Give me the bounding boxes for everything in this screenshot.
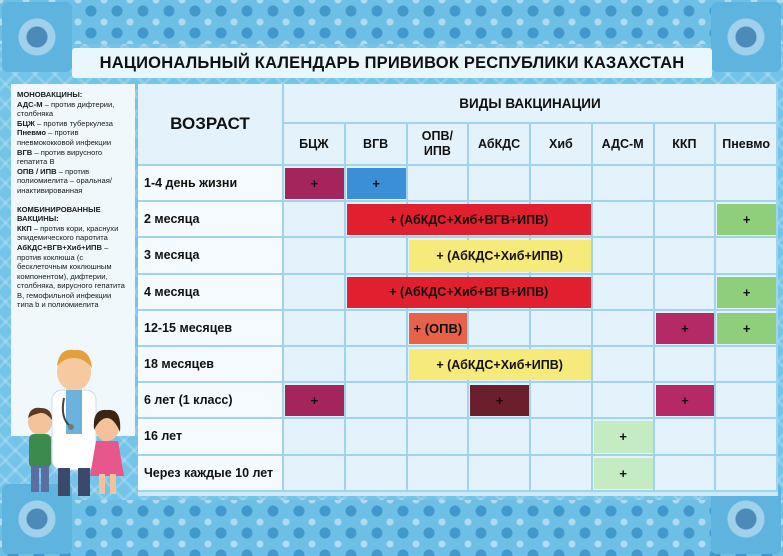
vaccine-mark (717, 277, 776, 308)
table-cell (469, 311, 531, 347)
vaccine-mark-text: + (681, 320, 689, 336)
combined-vaccine-bar (347, 277, 591, 308)
vaccine-mark (656, 313, 715, 344)
legend-combo-abbr: АбКДС+ВГВ+Хиб+ИПВ (17, 242, 103, 252)
vaccine-mark-text: + (742, 320, 751, 336)
table-cell (593, 238, 655, 274)
vaccine-mark (470, 385, 529, 416)
bottom-ornament (0, 500, 783, 556)
column-header: ВГВ (346, 124, 408, 166)
legend-mono-abbr: АДС-М (17, 99, 43, 109)
vaccine-mark-text: + (АбКДС+Хиб+ИПВ) (436, 357, 563, 372)
column-header: Хиб (531, 124, 593, 166)
table-cell (284, 275, 346, 311)
legend-combo-item (17, 243, 129, 310)
legend-mono-item (17, 119, 129, 129)
legend-mono-desc: – против туберкулеза (34, 118, 113, 128)
legend-mono-abbr: Пневмо (17, 128, 46, 138)
legend-combo-item (17, 224, 129, 243)
legend-combo-list (17, 224, 129, 310)
legend-mono-item (17, 148, 129, 167)
table-cell (408, 383, 470, 419)
combined-vaccine-bar (347, 204, 591, 235)
age-row-label: 2 месяца (138, 202, 284, 238)
legend-mono-header: МОНОВАКЦИНЫ: (17, 90, 83, 99)
table-cell (655, 238, 717, 274)
column-header: АбКДС (469, 124, 531, 166)
vaccine-mark (285, 385, 344, 416)
column-header: АДС-М (593, 124, 655, 166)
column-header: Пневмо (716, 124, 778, 166)
legend-mono-abbr: ВГВ (17, 147, 33, 157)
page-title (72, 48, 712, 78)
vaccine-mark-text: + (495, 393, 504, 409)
table-cell (284, 456, 346, 492)
table-cell (284, 311, 346, 347)
vaccine-mark-text: + (742, 212, 751, 228)
vaccination-types-header: ВИДЫ ВАКЦИНАЦИИ (284, 84, 778, 124)
table-cell (655, 347, 717, 383)
legend-mono-item (17, 167, 129, 196)
age-row-label: 6 лет (1 класс) (138, 383, 284, 419)
vaccine-mark-text: + (742, 284, 751, 300)
table-cell (655, 166, 717, 202)
age-row-label: Через каждые 10 лет (138, 456, 284, 492)
table-cell (655, 419, 717, 455)
legend-mono-desc: – против дифтерии, столбняка (17, 99, 115, 119)
legend-combo-desc: – против коклюша (с бесклеточным коклюшным компонентом), дифтерии, столбняка, вирусного гепатита В, гемофильной инфекции типа b и полиомиелита (17, 242, 125, 310)
table-cell (531, 383, 593, 419)
age-row-label: 1-4 день жизни (138, 166, 284, 202)
table-cell (531, 311, 593, 347)
column-header: ККП (655, 124, 717, 166)
vaccine-mark-text: + (619, 429, 627, 445)
legend-mono-desc: – против вирусного гепатита В (17, 147, 103, 167)
legend-mono-item (17, 100, 129, 119)
legend-combo-abbr: ККП (17, 223, 32, 233)
column-header: БЦЖ (284, 124, 346, 166)
vaccine-mark-text: + (372, 176, 380, 192)
vaccine-mark-text: + (ОПВ) (413, 320, 463, 336)
vaccine-mark-text: + (619, 465, 627, 481)
combined-vaccine-bar (409, 240, 591, 271)
vaccine-mark (285, 168, 344, 199)
table-cell (284, 419, 346, 455)
vaccine-mark-text: + (АбКДС+Хиб+ВГВ+ИПВ) (389, 285, 549, 300)
age-row-label: 12-15 месяцев (138, 311, 284, 347)
vaccine-mark (656, 385, 715, 416)
table-cell (716, 238, 778, 274)
table-cell (593, 166, 655, 202)
children-illustration (14, 338, 132, 500)
table-cell (469, 166, 531, 202)
table-cell (716, 383, 778, 419)
legend-mono-item (17, 128, 129, 147)
table-cell (531, 166, 593, 202)
vaccine-mark-text: + (АбКДС+Хиб+ВГВ+ИПВ) (389, 212, 549, 227)
age-row-label: 16 лет (138, 419, 284, 455)
vaccine-mark (594, 458, 653, 489)
table-cell (716, 347, 778, 383)
legend-mono-list (17, 100, 129, 196)
table-cell (655, 275, 717, 311)
table-cell (284, 238, 346, 274)
table-cell (408, 166, 470, 202)
legend-mono-abbr: БЦЖ (17, 118, 35, 128)
table-cell (716, 419, 778, 455)
table-cell (593, 275, 655, 311)
legend-mono-desc: – против пневмококковой инфекции (17, 128, 112, 147)
table-cell (716, 456, 778, 492)
table-cell (346, 238, 408, 274)
table-cell (408, 419, 470, 455)
age-row-label: 4 месяца (138, 275, 284, 311)
vaccine-mark (717, 313, 776, 344)
table-cell (593, 383, 655, 419)
corner-ornament (711, 2, 781, 72)
table-cell (593, 202, 655, 238)
table-cell (531, 456, 593, 492)
table-cell (716, 166, 778, 202)
vaccine-mark-text: + (АбКДС+Хиб+ИПВ) (436, 248, 563, 263)
table-cell (531, 419, 593, 455)
table-cell (655, 202, 717, 238)
table-cell (469, 456, 531, 492)
legend-mono-abbr: ОПВ / ИПВ (17, 166, 57, 176)
age-row-label: 3 месяца (138, 238, 284, 274)
vaccine-mark-text: + (310, 176, 319, 192)
top-ornament (0, 0, 783, 44)
vaccination-table (138, 84, 778, 496)
vaccine-mark-text: + (681, 393, 689, 409)
age-row-label: 18 месяцев (138, 347, 284, 383)
corner-ornament (2, 2, 72, 72)
combined-vaccine-bar (409, 349, 591, 380)
vaccine-mark (347, 168, 406, 199)
table-cell (346, 383, 408, 419)
table-cell (284, 202, 346, 238)
age-header: ВОЗРАСТ (138, 84, 284, 166)
legend-mono-desc: – против полиомиелита – оральная/ инактивированная (17, 166, 112, 195)
table-cell (346, 347, 408, 383)
vaccine-mark (594, 421, 653, 452)
legend-combo-desc: – против кори, краснухи эпидемического паротита (17, 223, 119, 243)
page-title-text: НАЦИОНАЛЬНЫЙ КАЛЕНДАРЬ ПРИВИВОК РЕСПУБЛИКИ КАЗАХСТАН (99, 53, 685, 72)
table-cell (469, 419, 531, 455)
table-cell (593, 311, 655, 347)
table-cell (655, 456, 717, 492)
table-cell (408, 456, 470, 492)
table-cell (346, 311, 408, 347)
table-cell (284, 347, 346, 383)
legend-combo-header: КОМБИНИРОВАННЫЕ ВАКЦИНЫ: (17, 204, 101, 224)
vaccine-mark (717, 204, 776, 235)
vaccine-mark (409, 313, 468, 344)
vaccine-mark-text: + (310, 393, 319, 409)
table-cell (346, 456, 408, 492)
column-header: ОПВ/ ИПВ (408, 124, 470, 166)
table-cell (593, 347, 655, 383)
table-cell (346, 419, 408, 455)
